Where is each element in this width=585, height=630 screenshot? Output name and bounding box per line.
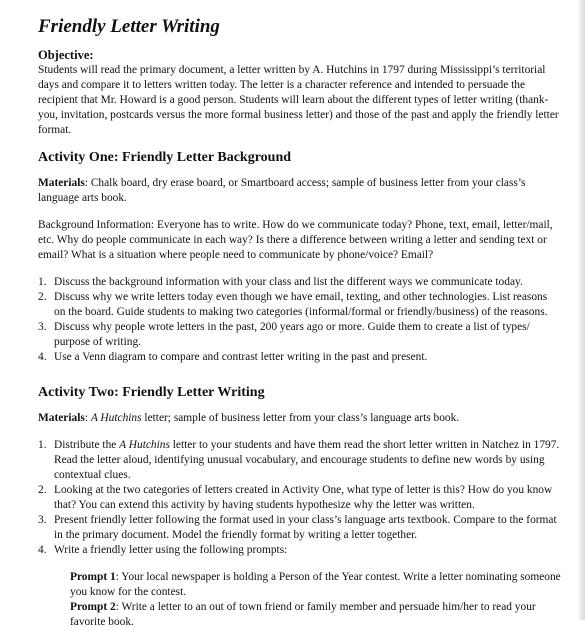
page-edge	[578, 0, 585, 620]
list-item	[38, 275, 561, 290]
activity-one-heading: Activity One: Friendly Letter Background	[38, 150, 292, 165]
list-item	[38, 320, 561, 350]
list-item-text: Use a Venn diagram to compare and contrast letter writing in the past and present.	[54, 351, 428, 363]
prompt-label: Prompt 1	[70, 571, 116, 583]
prompt-2	[70, 600, 561, 630]
list-number: 2.	[38, 291, 47, 303]
list-number: 1.	[38, 439, 47, 451]
objective-heading: Objective:	[38, 48, 94, 62]
materials-text: letter; sample of business letter from your class’s language arts book.	[141, 412, 460, 424]
list-number: 1.	[38, 276, 47, 288]
list-item-text: letter to your students and have them read the short letter written in Natchez in 1797. Read the letter aloud, identifying unusual vocabulary, and encourage students to define new words by using contextual clues.	[54, 439, 560, 481]
list-item-text: Write a friendly letter using the following prompts:	[54, 544, 288, 556]
list-item	[38, 543, 561, 558]
prompt-label: Prompt 2	[70, 601, 116, 613]
activity-two-steps	[38, 438, 561, 558]
list-item-text: Distribute the	[54, 439, 120, 451]
activity-one-steps	[38, 275, 561, 365]
list-item-text: Discuss why we write letters today even though we have email, texting, and other technologies. List reasons on the board. Guide students to making two categories (informal/formal or friendly/business) of the reasons.	[54, 291, 548, 318]
activity-one-materials	[38, 176, 561, 206]
list-item-text: Discuss why people wrote letters in the past, 200 years ago or more. Guide them to create a list of types/ purpose of writing.	[54, 321, 530, 348]
objective-text: Students will read the primary document, a letter written by A. Hutchins in 1797 during Mississippi’s territorial days and compare it to letters written today. The letter is a character reference and intended to persuade the recipient that Mr. Howard is a good person. Students will learn about the different types of letter writing (thank-you, invitation, postcards versus the more formal business letter) and those of the past and apply the friendly letter format.	[38, 64, 559, 136]
activity-two-materials	[38, 411, 561, 426]
materials-separator: :	[84, 412, 91, 424]
materials-text: : Chalk board, dry erase board, or Smartboard access; sample of business letter from your class’s language arts book.	[38, 177, 526, 204]
page-title: Friendly Letter Writing	[38, 16, 220, 37]
materials-label: Materials	[38, 177, 85, 189]
background-information: Background Information: Everyone has to write. How do we communicate today? Phone, text, email, letter/mail, etc. Why do people communicate in each way? Is there a difference between writing a letter and sending text or email? What is a situation where people need to communicate by phone/voice? Email?	[38, 219, 553, 261]
materials-italic: A Hutchins	[90, 412, 142, 424]
activity-two-heading: Activity Two: Friendly Letter Writing	[38, 385, 265, 400]
list-item-text: Present friendly letter following the format used in your class’s language arts textbook. Compare to the format in the primary document. Model the friendly format by writing a letter together.	[54, 514, 557, 541]
list-item	[38, 350, 561, 365]
list-item	[38, 513, 561, 543]
list-number: 4.	[38, 544, 47, 556]
list-item	[38, 483, 561, 513]
list-number: 3.	[38, 321, 47, 333]
materials-label: Materials	[38, 412, 85, 424]
list-item	[38, 290, 561, 320]
prompt-text: : Your local newspaper is holding a Person of the Year contest. Write a letter nominating someone you know for the contest.	[70, 571, 561, 598]
list-number: 4.	[38, 351, 47, 363]
list-item	[38, 438, 561, 483]
list-number: 2.	[38, 484, 47, 496]
prompt-1	[70, 570, 561, 600]
prompt-text: : Write a letter to an out of town friend or family member and persuade him/her to read your favorite book.	[70, 601, 536, 628]
list-item-italic: A Hutchins	[119, 439, 170, 451]
list-item-text: Looking at the two categories of letters created in Activity One, what type of letter is this? How do you know that? You can extend this activity by having students hypothesize why the letter was written.	[54, 484, 553, 511]
list-item-text: Discuss the background information with your class and list the different ways we communicate today.	[54, 276, 523, 288]
list-number: 3.	[38, 514, 47, 526]
